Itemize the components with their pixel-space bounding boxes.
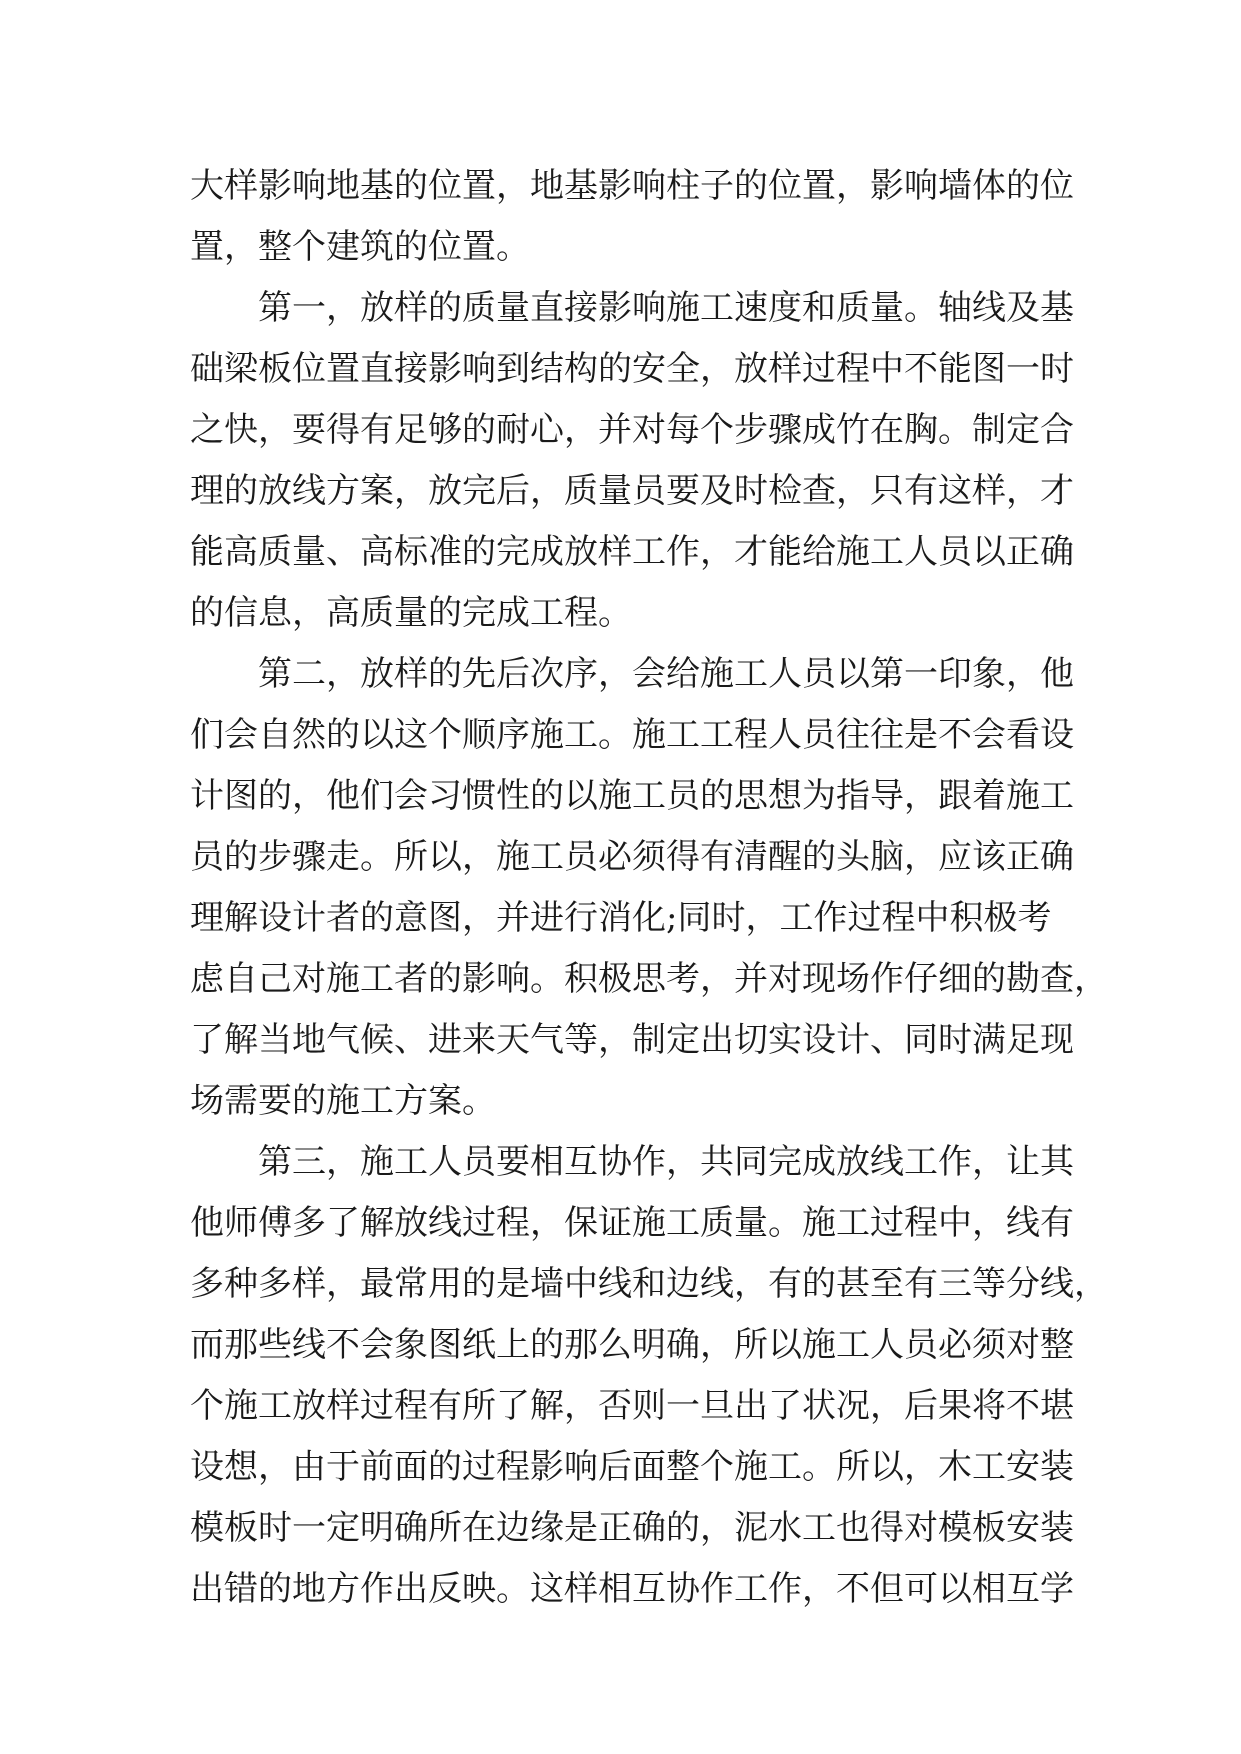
paragraph-3 [190,644,1108,1132]
text-line: 能高质量、高标准的完成放样工作，才能给施工人员以正确 [190,532,1074,572]
paragraph-4 [190,1132,1108,1620]
text-line: 理的放线方案，放完后，质量员要及时检查，只有这样，才 [190,471,1074,511]
paragraph-2 [190,278,1074,644]
paragraph-1 [190,156,1074,278]
text-line: 设想，由于前面的过程影响后面整个施工。所以，木工安装 [190,1447,1074,1487]
text-line: 他师傅多了解放线过程，保证施工质量。施工过程中，线有 [190,1203,1074,1243]
text-line: 第三，施工人员要相互协作，共同完成放线工作，让其 [258,1142,1074,1182]
text-line: 员的步骤走。所以，施工员必须得有清醒的头脑，应该正确 [190,837,1074,877]
text-line: 置，整个建筑的位置。 [190,227,530,267]
text-line: 了解当地气候、进来天气等，制定出切实设计、同时满足现 [190,1020,1074,1060]
text-line: 而那些线不会象图纸上的那么明确，所以施工人员必须对整 [190,1325,1074,1365]
text-line: 础梁板位置直接影响到结构的安全，放样过程中不能图一时 [190,349,1074,389]
text-line: 个施工放样过程有所了解，否则一旦出了状况，后果将不堪 [190,1386,1074,1426]
text-line: 虑自己对施工者的影响。积极思考，并对现场作仔细的勘查， [190,959,1108,999]
text-line: 出错的地方作出反映。这样相互协作工作，不但可以相互学 [190,1569,1074,1609]
text-line: 们会自然的以这个顺序施工。施工工程人员往往是不会看设 [190,715,1074,755]
text-line: 第一，放样的质量直接影响施工速度和质量。轴线及基 [258,288,1074,328]
text-line: 大样影响地基的位置，地基影响柱子的位置，影响墙体的位 [190,166,1074,206]
body-text [190,156,1108,1620]
text-line: 第二，放样的先后次序，会给施工人员以第一印象，他 [258,654,1074,694]
text-line: 模板时一定明确所在边缘是正确的，泥水工也得对模板安装 [190,1508,1074,1548]
text-line: 场需要的施工方案。 [190,1081,496,1121]
text-line: 多种多样，最常用的是墙中线和边线，有的甚至有三等分线， [190,1264,1108,1304]
text-line: 的信息，高质量的完成工程。 [190,593,632,633]
text-line: 之快，要得有足够的耐心，并对每个步骤成竹在胸。制定合 [190,410,1074,450]
text-line: 计图的，他们会习惯性的以施工员的思想为指导，跟着施工 [190,776,1074,816]
text-line: 理解设计者的意图，并进行消化;同时，工作过程中积极考 [190,898,1052,938]
